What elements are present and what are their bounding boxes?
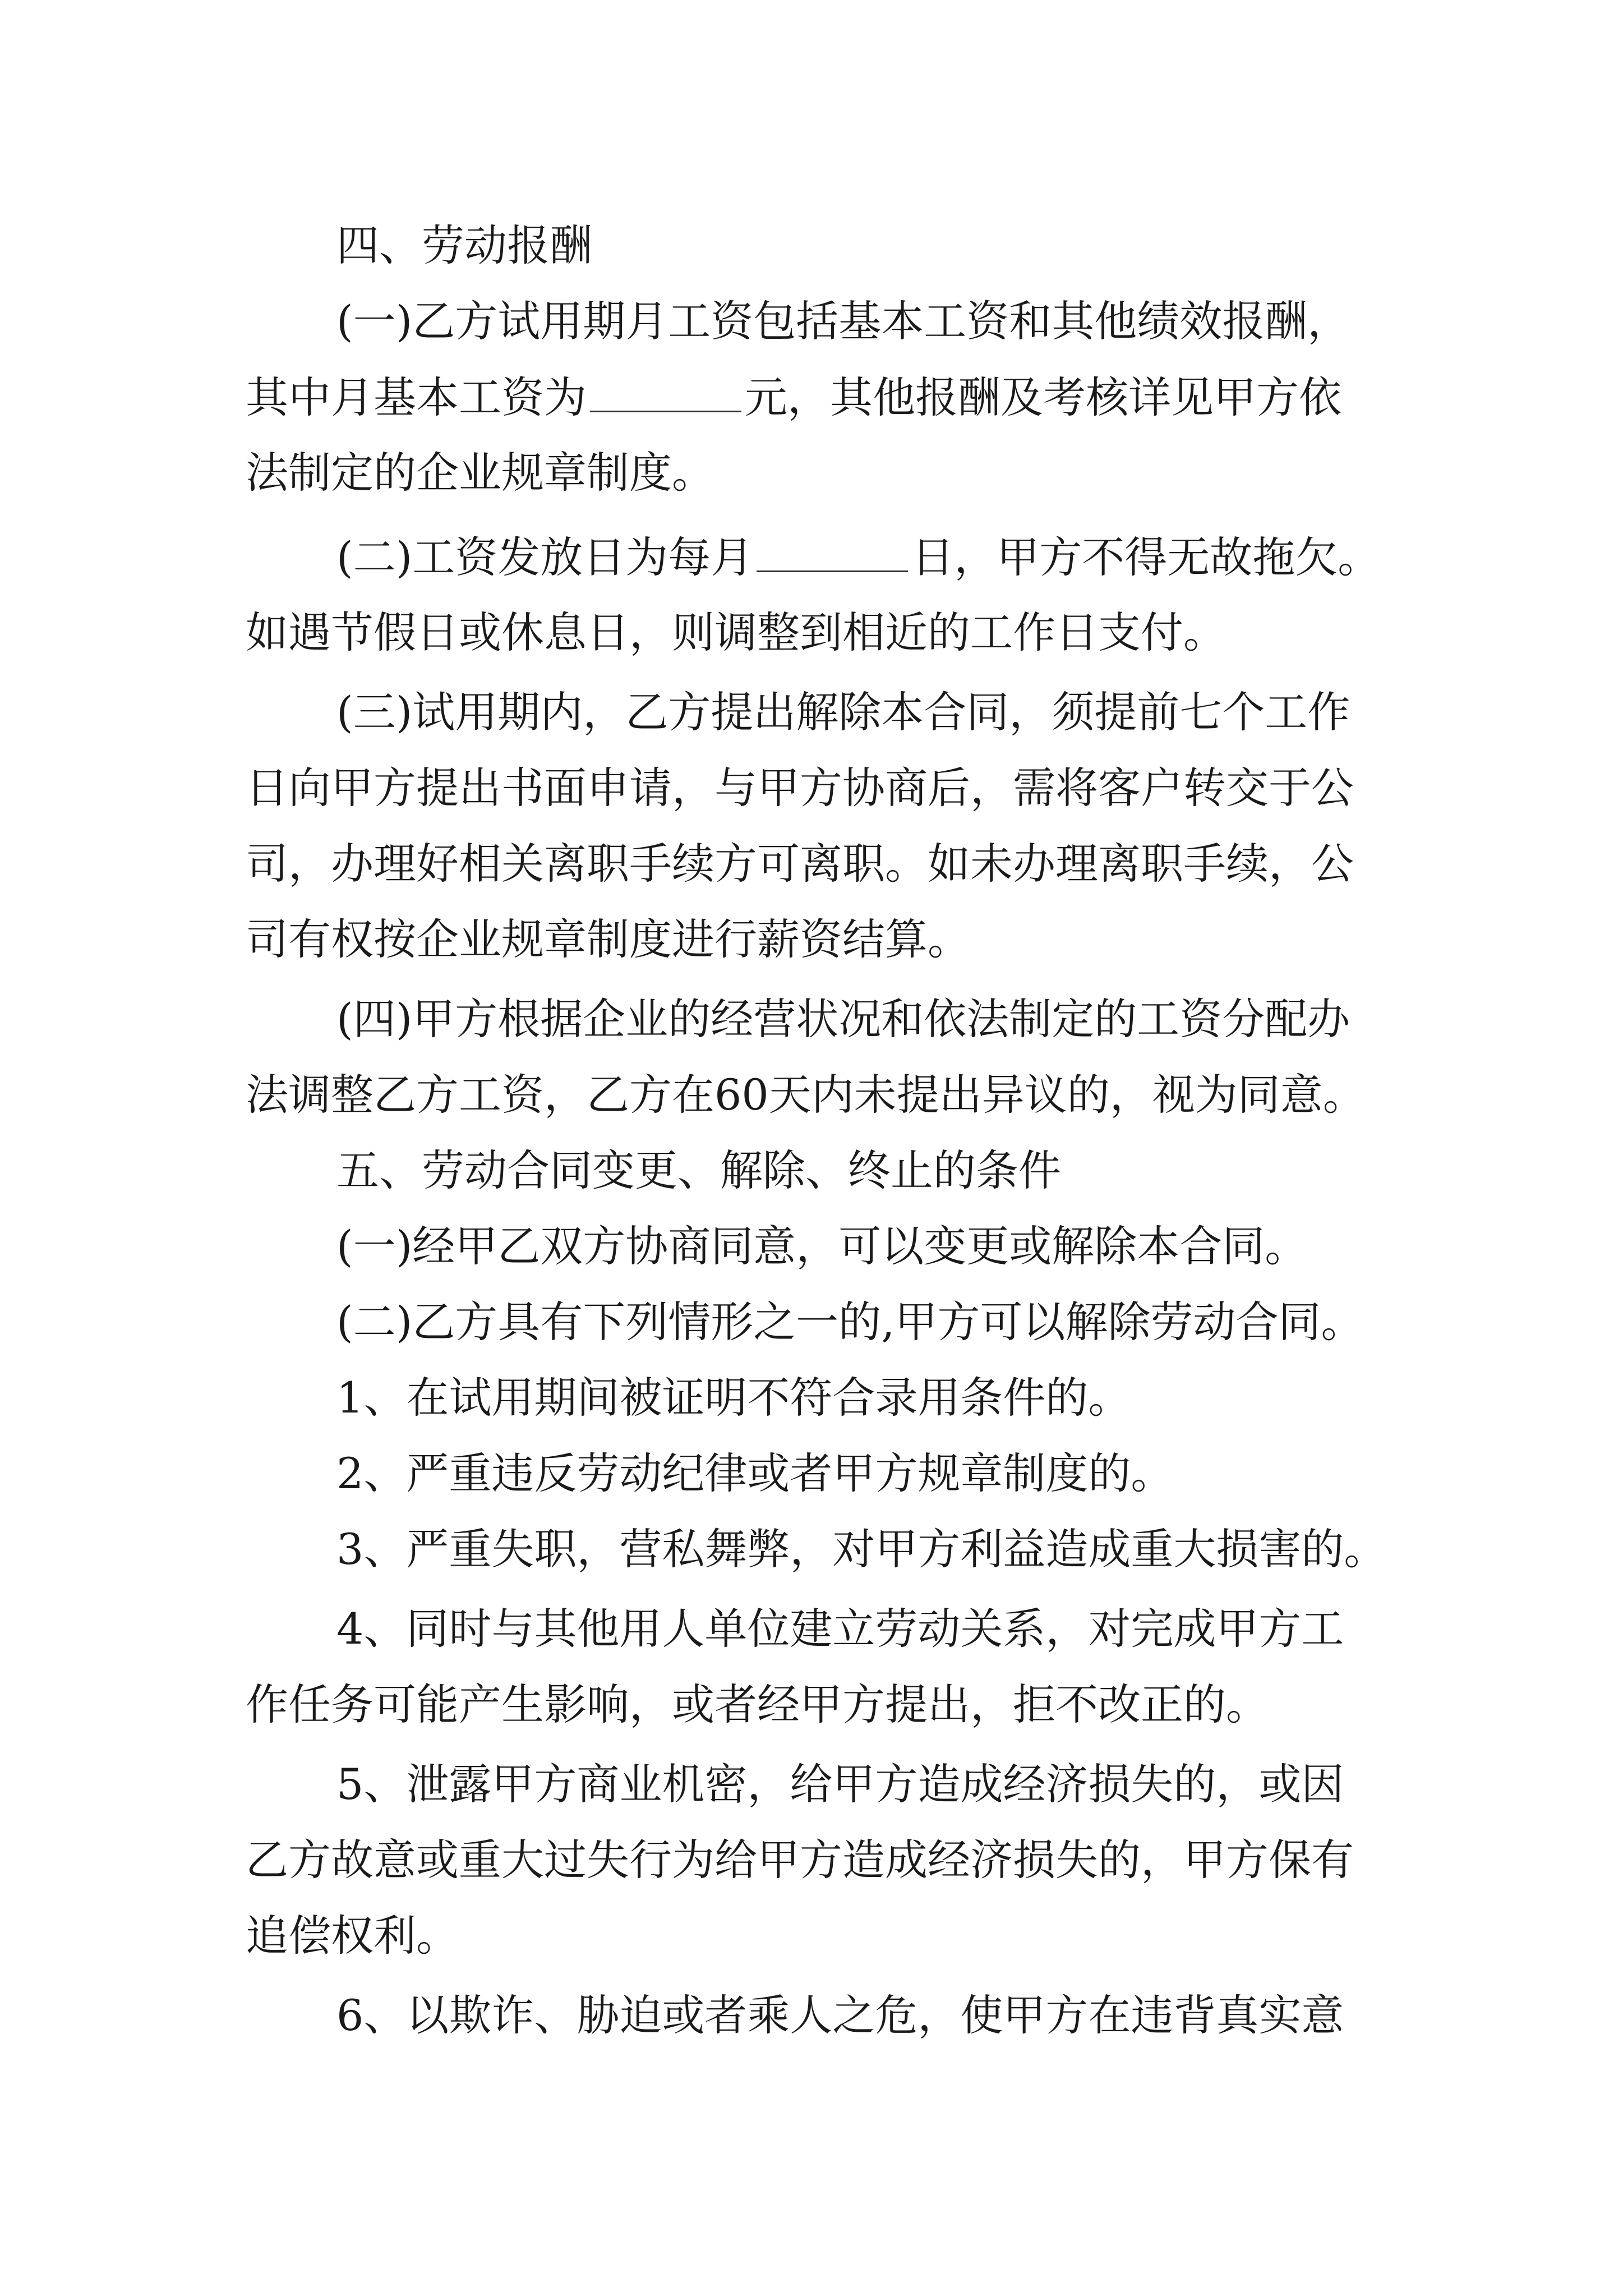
text-segment: 元，其他报酬及考核详见甲方依 bbox=[745, 372, 1341, 422]
list-item: 3、严重失职，营私舞弊，对甲方利益造成重大损害的。 bbox=[336, 1524, 1387, 1574]
list-item-continuation: 作任务可能产生影响，或者经甲方提出，拒不改正的。 bbox=[246, 1680, 1269, 1729]
list-item-continuation: 追偿权利。 bbox=[246, 1911, 459, 1961]
paragraph-line: 司，办理好相关离职手续方可离职。如未办理离职手续，公 bbox=[246, 839, 1354, 889]
fill-in-blank-payday[interactable] bbox=[757, 536, 908, 572]
list-item: 1、在试用期间被证明不符合录用条件的。 bbox=[336, 1373, 1131, 1423]
list-item: 2、严重违反劳动纪律或者甲方规章制度的。 bbox=[336, 1448, 1174, 1498]
list-item: 5、泄露甲方商业机密，给甲方造成经济损失的，或因 bbox=[336, 1759, 1344, 1809]
paragraph-line: (四)甲方根据企业的经营状况和依法制定的工资分配办 bbox=[336, 994, 1350, 1044]
paragraph-line bbox=[336, 532, 1381, 582]
paragraph-line: (三)试用期内，乙方提出解除本合同，须提前七个工作 bbox=[336, 687, 1350, 737]
paragraph-line: 日向甲方提出书面申请，与甲方协商后，需将客户转交于公 bbox=[246, 763, 1354, 813]
paragraph-line: (一)经甲乙双方协商同意，可以变更或解除本合同。 bbox=[336, 1221, 1308, 1271]
text-segment: 其中月基本工资为 bbox=[246, 372, 587, 422]
paragraph-line: (二)乙方具有下列情形之一的,甲方可以解除劳动合同。 bbox=[336, 1297, 1364, 1347]
paragraph-line: (一)乙方试用期月工资包括基本工资和其他绩效报酬， bbox=[336, 296, 1350, 346]
paragraph-line: 如遇节假日或休息日，则调整到相近的工作日支付。 bbox=[246, 608, 1226, 657]
paragraph-line bbox=[246, 372, 1341, 422]
paragraph-line: 法调整乙方工资，乙方在60天内未提出异议的，视为同意。 bbox=[246, 1070, 1366, 1120]
list-item-continuation: 乙方故意或重大过失行为给甲方造成经济损失的，甲方保有 bbox=[246, 1835, 1354, 1885]
text-segment: (二)工资发放日为每月 bbox=[336, 532, 754, 582]
paragraph-line: 司有权按企业规章制度进行薪资结算。 bbox=[246, 914, 970, 964]
text-segment: 日，甲方不得无故拖欠。 bbox=[911, 532, 1381, 582]
list-item: 6、以欺诈、胁迫或者乘人之危，使甲方在违背真实意 bbox=[336, 1990, 1344, 2040]
section-heading-labor-pay: 四、劳动报酬 bbox=[336, 220, 592, 270]
list-item: 4、同时与其他用人单位建立劳动关系，对完成甲方工 bbox=[336, 1604, 1344, 1654]
paragraph-line: 法制定的企业规章制度。 bbox=[246, 448, 714, 498]
fill-in-blank-salary[interactable] bbox=[590, 376, 741, 412]
section-heading-contract-change: 五、劳动合同变更、解除、终止的条件 bbox=[336, 1145, 1061, 1195]
